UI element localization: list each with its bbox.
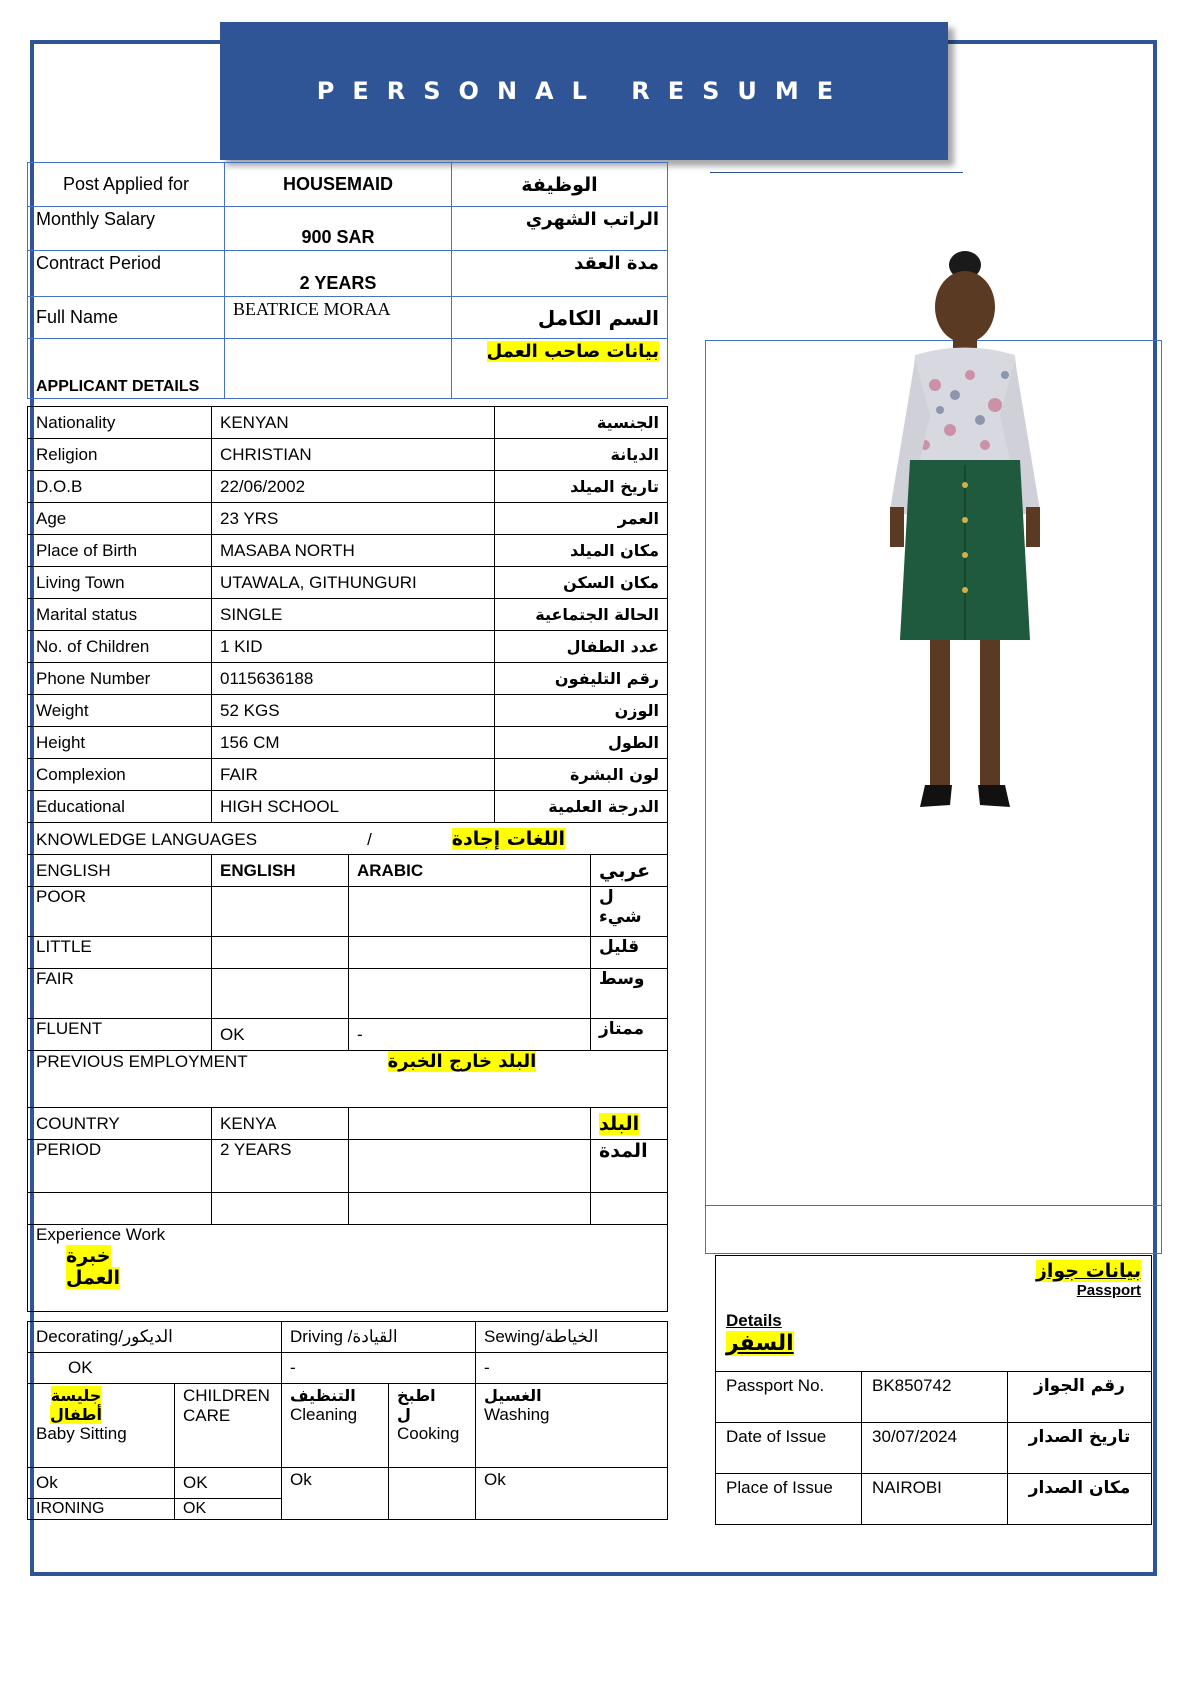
applicant-ar: بيانات صاحب العمل xyxy=(486,341,659,362)
detail-label: No. of Children xyxy=(28,631,212,663)
name-label: Full Name xyxy=(28,297,225,339)
experience-heading: Experience Work xyxy=(36,1225,166,1244)
detail-label: Phone Number xyxy=(28,663,212,695)
skill-baby: Baby Sitting xyxy=(36,1424,127,1443)
detail-row xyxy=(28,631,668,663)
employment-period-ar: المدة xyxy=(599,1140,648,1162)
passport-label: Passport No. xyxy=(716,1372,862,1423)
name-ar: السم الكامل xyxy=(452,297,668,339)
post-table xyxy=(27,162,668,399)
lang-col-english: ENGLISH xyxy=(212,855,349,887)
detail-row xyxy=(28,407,668,439)
skill-decorating-value: OK xyxy=(28,1353,282,1384)
languages-ar: اللغات إجادة xyxy=(451,827,566,850)
detail-value: 23 YRS xyxy=(212,503,495,535)
detail-ar: مكان السكن xyxy=(495,567,668,599)
detail-value: 22/06/2002 xyxy=(212,471,495,503)
detail-row xyxy=(28,599,668,631)
detail-label: Place of Birth xyxy=(28,535,212,567)
passport-ar: مكان الصدار xyxy=(1008,1474,1152,1525)
detail-ar: الطول xyxy=(495,727,668,759)
language-level-ar: وسط xyxy=(591,969,668,1019)
language-row xyxy=(28,887,668,937)
applicant-label: APPLICANT DETAILS xyxy=(28,339,225,399)
detail-label: D.O.B xyxy=(28,471,212,503)
post-value: HOUSEMAID xyxy=(225,163,452,207)
employment-heading: PREVIOUS EMPLOYMENT xyxy=(36,1052,248,1071)
passport-row xyxy=(716,1474,1152,1525)
detail-label: Educational xyxy=(28,791,212,823)
detail-row xyxy=(28,727,668,759)
language-english-value: OK xyxy=(212,1019,349,1051)
passport-ar: تاريخ الصدار xyxy=(1008,1423,1152,1474)
skill-washing-cell xyxy=(476,1384,668,1468)
passport-value: BK850742 xyxy=(862,1372,1008,1423)
language-level: FLUENT xyxy=(28,1019,212,1051)
languages-heading: KNOWLEDGE LANGUAGES xyxy=(36,829,258,849)
experience-heading-row xyxy=(28,1225,668,1312)
applicant-photo xyxy=(880,245,1050,845)
skill-cleaning-cell xyxy=(282,1384,389,1468)
employment-ar: البلد خارج الخبرة xyxy=(387,1051,537,1072)
skills-table xyxy=(27,1321,668,1520)
name-value: BEATRICE MORAA xyxy=(225,297,452,339)
employment-period-row xyxy=(28,1140,668,1193)
passport-row xyxy=(716,1372,1152,1423)
skill-cooking-ar: اطبخ ل xyxy=(397,1386,436,1424)
language-level-ar: قليل xyxy=(591,937,668,969)
detail-value: SINGLE xyxy=(212,599,495,631)
skill-washing-value: Ok xyxy=(476,1468,668,1520)
detail-value: CHRISTIAN xyxy=(212,439,495,471)
detail-value: 52 KGS xyxy=(212,695,495,727)
language-arabic-value xyxy=(349,969,591,1019)
detail-value: 156 CM xyxy=(212,727,495,759)
detail-value: HIGH SCHOOL xyxy=(212,791,495,823)
page-title: PERSONAL RESUME xyxy=(316,77,852,105)
employment-period-label: PERIOD xyxy=(28,1140,212,1193)
passport-sub-ar: السفر xyxy=(726,1331,794,1356)
languages-slash: / xyxy=(367,829,372,849)
employment-period-ar-cell xyxy=(591,1140,668,1193)
language-row xyxy=(28,937,668,969)
blank-cell xyxy=(212,1193,349,1225)
salary-label: Monthly Salary xyxy=(28,207,225,251)
photo-frame-bottom xyxy=(705,1206,1162,1254)
employment-country-ar-cell xyxy=(591,1108,668,1140)
skill-sewing-value: - xyxy=(476,1353,668,1384)
post-label: Post Applied for xyxy=(28,163,225,207)
employment-country-row xyxy=(28,1108,668,1140)
detail-label: Living Town xyxy=(28,567,212,599)
detail-row xyxy=(28,503,668,535)
detail-row xyxy=(28,759,668,791)
language-english-value xyxy=(212,937,349,969)
blank-cell xyxy=(349,1193,591,1225)
detail-row xyxy=(28,439,668,471)
skill-sewing: Sewing/الخياطة xyxy=(476,1322,668,1353)
passport-value: NAIROBI xyxy=(862,1474,1008,1525)
detail-ar: مكان الميلد xyxy=(495,535,668,567)
experience-ar: خبرة العمل xyxy=(66,1245,121,1289)
detail-value: MASABA NORTH xyxy=(212,535,495,567)
blank-cell xyxy=(28,1193,212,1225)
employment-heading-cell xyxy=(28,1051,668,1108)
detail-value: KENYAN xyxy=(212,407,495,439)
detail-ar: الوزن xyxy=(495,695,668,727)
language-row xyxy=(28,1019,668,1051)
language-arabic-value xyxy=(349,937,591,969)
employment-country-value: KENYA xyxy=(212,1108,349,1140)
detail-ar: رقم التليفون xyxy=(495,663,668,695)
blank-cell xyxy=(349,1140,591,1193)
skill-driving: Driving /القيادة xyxy=(282,1322,476,1353)
blank-cell xyxy=(389,1468,476,1520)
contract-value: 2 YEARS xyxy=(225,251,452,297)
passport-label: Date of Issue xyxy=(716,1423,862,1474)
language-level: FAIR xyxy=(28,969,212,1019)
detail-value: FAIR xyxy=(212,759,495,791)
language-row xyxy=(28,969,668,1019)
post-ar: الوظيفة xyxy=(452,163,668,207)
language-english-value xyxy=(212,887,349,937)
passport-heading-ar: بيانات جواز xyxy=(1035,1260,1141,1282)
employment-heading-row xyxy=(28,1051,668,1108)
passport-heading-en: Passport xyxy=(1076,1282,1141,1299)
blank-cell xyxy=(225,339,452,399)
detail-value: UTAWALA, GITHUNGURI xyxy=(212,567,495,599)
detail-ar: الدرجة العلمية xyxy=(495,791,668,823)
passport-label: Place of Issue xyxy=(716,1474,862,1525)
detail-row xyxy=(28,791,668,823)
lang-col-label: ENGLISH xyxy=(28,855,212,887)
skill-children: CHILDREN CARE xyxy=(175,1384,282,1468)
language-arabic-value: - xyxy=(349,1019,591,1051)
blank-cell xyxy=(591,1193,668,1225)
skill-washing: Washing xyxy=(484,1405,550,1424)
detail-ar: تاريخ الميلد xyxy=(495,471,668,503)
skill-ironing: IRONING xyxy=(28,1499,175,1520)
divider xyxy=(710,172,963,173)
detail-row xyxy=(28,471,668,503)
skill-driving-value: - xyxy=(282,1353,476,1384)
skill-washing-ar: الغسيل xyxy=(484,1386,542,1405)
detail-label: Weight xyxy=(28,695,212,727)
language-level: LITTLE xyxy=(28,937,212,969)
detail-value: 0115636188 xyxy=(212,663,495,695)
skill-ironing-value: OK xyxy=(175,1499,282,1520)
employment-country-label: COUNTRY xyxy=(28,1108,212,1140)
experience-heading-cell xyxy=(28,1225,668,1312)
passport-table xyxy=(715,1255,1152,1525)
detail-label: Marital status xyxy=(28,599,212,631)
languages-heading-row xyxy=(28,823,668,855)
skill-baby-cell xyxy=(28,1384,175,1468)
language-level: POOR xyxy=(28,887,212,937)
language-arabic-value xyxy=(349,887,591,937)
detail-label: Height xyxy=(28,727,212,759)
language-level-ar: ممتاز xyxy=(591,1019,668,1051)
languages-heading-cell xyxy=(28,823,668,855)
blank-cell xyxy=(349,1108,591,1140)
detail-ar: الحالة الجتماعية xyxy=(495,599,668,631)
languages-head-row xyxy=(28,855,668,887)
detail-ar: عدد الطفال xyxy=(495,631,668,663)
skill-cleaning-ar: التنظيف xyxy=(290,1386,356,1405)
blank-row xyxy=(28,1193,668,1225)
passport-row xyxy=(716,1423,1152,1474)
skill-baby-ar: جليسة أطفال xyxy=(50,1386,102,1424)
detail-row xyxy=(28,663,668,695)
detail-label: Religion xyxy=(28,439,212,471)
detail-ar: الديانة xyxy=(495,439,668,471)
skill-cooking: Cooking xyxy=(397,1424,460,1443)
language-level-ar: ل شيء xyxy=(591,887,668,937)
detail-row xyxy=(28,535,668,567)
passport-ar: رقم الجواز xyxy=(1008,1372,1152,1423)
contract-label: Contract Period xyxy=(28,251,225,297)
skill-children-value: OK xyxy=(175,1468,282,1499)
title-banner xyxy=(220,22,948,160)
detail-ar: الجنسية xyxy=(495,407,668,439)
details-table xyxy=(27,406,668,1312)
passport-details: Details xyxy=(726,1311,782,1330)
contract-ar: مدة العقد xyxy=(452,251,668,297)
detail-label: Age xyxy=(28,503,212,535)
lang-col-arabic: ARABIC xyxy=(349,855,591,887)
salary-value: 900 SAR xyxy=(225,207,452,251)
skill-cleaning: Cleaning xyxy=(290,1405,358,1424)
employment-period-value: 2 YEARS xyxy=(212,1140,349,1193)
lang-col-ar: عربي xyxy=(591,855,668,887)
skill-baby-value: Ok xyxy=(28,1468,175,1499)
detail-ar: لون البشرة xyxy=(495,759,668,791)
skill-decorating: Decorating/الديكور xyxy=(28,1322,282,1353)
language-english-value xyxy=(212,969,349,1019)
skill-cleaning-value: Ok xyxy=(282,1468,389,1520)
detail-row xyxy=(28,695,668,727)
skill-cooking-cell xyxy=(389,1384,476,1468)
detail-ar: العمر xyxy=(495,503,668,535)
employment-country-ar: البلد xyxy=(599,1112,640,1135)
detail-label: Complexion xyxy=(28,759,212,791)
detail-label: Nationality xyxy=(28,407,212,439)
detail-value: 1 KID xyxy=(212,631,495,663)
detail-row xyxy=(28,567,668,599)
salary-ar: الراتب الشهري xyxy=(452,207,668,251)
passport-value: 30/07/2024 xyxy=(862,1423,1008,1474)
